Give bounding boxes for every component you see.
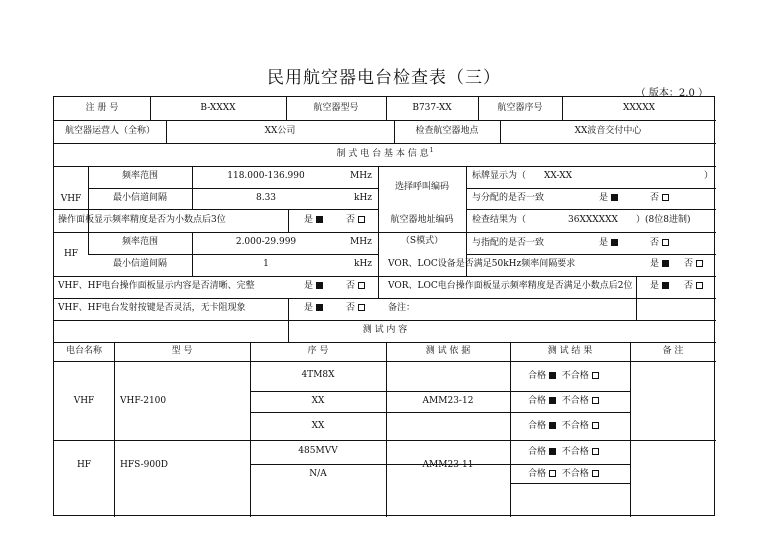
version-label: （ 版本：2.0 ） (635, 88, 708, 99)
result-row-2[interactable]: 合格 不合格 (528, 396, 599, 407)
col-line (250, 342, 251, 517)
result-row-4[interactable]: 合格 不合格 (528, 447, 599, 458)
col-line (286, 97, 287, 120)
panel-clear-yes[interactable]: 是 (304, 281, 323, 292)
col-line (394, 120, 395, 143)
hf-spacing-unit: kHz (354, 259, 373, 269)
row-line (54, 232, 716, 233)
aircraft-serial-value: XXXXX (622, 103, 656, 113)
col-line (88, 166, 89, 254)
unchecked-box[interactable] (549, 470, 556, 477)
aircraft-serial-label: 航空器序号 (497, 103, 543, 113)
col-line (562, 97, 563, 120)
aircraft-type-label: 航空器型号 (313, 103, 359, 113)
checked-box[interactable] (662, 282, 669, 289)
hf-freq-unit: MHz (350, 237, 372, 247)
modes-yes[interactable]: 是 (599, 238, 618, 249)
col-line (478, 97, 479, 120)
col-header-radio: 电台名称 (65, 346, 103, 356)
row-line (250, 412, 630, 413)
row-line (88, 254, 378, 255)
col-line (192, 166, 193, 210)
col-line (166, 120, 167, 143)
registration-value: B-XXXX (200, 103, 236, 113)
col-line (378, 166, 379, 298)
col-line (288, 209, 289, 232)
footnote-mark: 1 (429, 147, 434, 154)
test-serial: XX (311, 396, 325, 406)
row-line (466, 209, 716, 210)
row-line (54, 320, 716, 321)
row-line (54, 209, 378, 210)
modes-result-suffix: ）(8位8进制) (636, 215, 691, 225)
unchecked-box[interactable] (358, 282, 365, 289)
checked-box[interactable] (611, 194, 618, 201)
test-radio-name: VHF (73, 396, 95, 406)
col-header-model: 型 号 (171, 346, 193, 356)
row-line (54, 298, 716, 299)
vhf-label: VHF (60, 194, 82, 204)
vhf-freq-value: 118.000-136.990 (227, 171, 305, 181)
vhf-freq-unit: MHz (350, 171, 372, 181)
test-serial: 4TM8X (301, 370, 335, 380)
vhf-panel-question: 操作面板显示频率精度是否为小数点后3位 (58, 215, 226, 225)
checked-box[interactable] (316, 282, 323, 289)
hf-freq-label: 频率范围 (121, 237, 159, 247)
checked-box[interactable] (316, 304, 323, 311)
aircraft-type-value: B737-XX (412, 103, 452, 113)
section-basic-info: 制 式 电 台 基 本 信 息$^1$ (336, 147, 434, 159)
unchecked-box[interactable] (696, 260, 703, 267)
modes-result-value: 36XXXXXX (568, 215, 618, 225)
vor-panel-no[interactable]: 否 (684, 281, 703, 292)
operator-value: XX公司 (264, 126, 296, 136)
test-serial: 485MVV (298, 446, 338, 456)
test-model: HFS-900D (120, 460, 169, 470)
test-serial: N/A (309, 469, 327, 479)
row-line (88, 188, 378, 189)
selcal-plate-value: XX-XX (544, 171, 573, 181)
row-line (466, 188, 716, 189)
col-line (192, 232, 193, 276)
vhf-panel-no[interactable]: 否 (346, 215, 365, 226)
row-line (54, 166, 716, 167)
modes-match-label: 与指配的是否一致 (472, 238, 545, 248)
remarks-label: 备注： (388, 303, 416, 313)
row-line (54, 440, 716, 441)
unchecked-box[interactable] (592, 422, 599, 429)
test-model: VHF-2100 (120, 396, 167, 406)
vor-50khz-yes[interactable]: 是 (650, 259, 669, 270)
panel-clear-no[interactable]: 否 (346, 281, 365, 292)
panel-clear-question: VHF、HF电台操作面板显示内容是否清晰、完整 (58, 281, 255, 291)
selcal-match-label: 与分配的是否一致 (472, 193, 545, 203)
hf-label: HF (63, 249, 79, 259)
unchecked-box[interactable] (592, 397, 599, 404)
selcal-plate-label: 标牌显示为（ (472, 171, 527, 181)
col-line (114, 342, 115, 517)
registration-label: 注 册 号 (85, 103, 119, 113)
selcal-yes[interactable]: 是 (599, 193, 618, 204)
modes-result-label: 检查结果为（ (472, 215, 527, 225)
row-line (250, 391, 630, 392)
hf-spacing-value: 1 (263, 259, 269, 269)
col-line (386, 342, 387, 517)
unchecked-box[interactable] (662, 239, 669, 246)
checked-box[interactable] (549, 448, 556, 455)
col-header-result: 测 试 结 果 (547, 346, 593, 356)
checked-box[interactable] (549, 372, 556, 379)
selcal-plate-close: ） (704, 171, 714, 181)
modes-label: 航空器地址编码 (390, 215, 454, 225)
vor-50khz-no[interactable]: 否 (684, 259, 703, 270)
row-line (510, 483, 630, 484)
col-line (636, 276, 637, 320)
unchecked-box[interactable] (662, 194, 669, 201)
checked-box[interactable] (611, 239, 618, 246)
test-radio-name: HF (76, 460, 92, 470)
result-row-3[interactable]: 合格 不合格 (528, 421, 599, 432)
unchecked-box[interactable] (592, 448, 599, 455)
col-line (500, 120, 501, 143)
row-line (54, 143, 716, 144)
col-header-serial: 序 号 (307, 346, 329, 356)
row-line (54, 361, 716, 362)
inspection-form (53, 96, 715, 516)
col-line (630, 342, 631, 517)
hf-freq-value: 2.000-29.999 (235, 237, 297, 247)
vhf-spacing-label: 最小信道间隔 (112, 193, 168, 203)
selcal-no[interactable]: 否 (650, 193, 669, 204)
col-line (510, 342, 511, 517)
checked-box[interactable] (662, 260, 669, 267)
test-basis: AMM23-11 (422, 460, 474, 470)
row-line (54, 276, 716, 277)
checked-box[interactable] (316, 216, 323, 223)
vhf-freq-label: 频率范围 (121, 171, 159, 181)
unchecked-box[interactable] (696, 282, 703, 289)
row-line (54, 120, 716, 121)
section-test-content: 测 试 内 容 (362, 325, 408, 335)
vhf-spacing-value: 8.33 (255, 193, 277, 203)
col-header-basis: 测 试 依 据 (425, 346, 471, 356)
modes-no[interactable]: 否 (650, 238, 669, 249)
result-row-5[interactable]: 合格 不合格 (528, 469, 599, 480)
col-line (288, 320, 289, 342)
result-row-1[interactable]: 合格 不合格 (528, 371, 599, 382)
col-line (386, 97, 387, 120)
vor-50khz-question: VOR、LOC设备是否满足50kHz频率间隔要求 (388, 259, 576, 269)
unchecked-box[interactable] (358, 216, 365, 223)
col-header-remarks: 备 注 (662, 346, 684, 356)
vhf-panel-yes[interactable]: 是 (304, 215, 323, 226)
test-basis: AMM23-12 (422, 396, 474, 406)
unchecked-box[interactable] (592, 470, 599, 477)
vor-panel-yes[interactable]: 是 (650, 281, 669, 292)
location-label: 检查航空器地点 (415, 126, 479, 136)
col-line (288, 298, 289, 320)
vhf-spacing-unit: kHz (354, 193, 373, 203)
checked-box[interactable] (549, 397, 556, 404)
col-line (150, 97, 151, 120)
selcal-label: 选择呼叫编码 (394, 182, 450, 192)
unchecked-box[interactable] (592, 372, 599, 379)
location-value: XX波音交付中心 (574, 126, 642, 136)
row-line (466, 254, 716, 255)
hf-spacing-label: 最小信道间隔 (112, 259, 168, 269)
tx-key-yes[interactable]: 是 (304, 303, 323, 314)
tx-key-no[interactable]: 否 (346, 303, 365, 314)
test-serial: XX (311, 421, 325, 431)
row-line (54, 342, 716, 343)
checked-box[interactable] (549, 422, 556, 429)
operator-label: 航空器运营人（全称） (64, 126, 156, 136)
unchecked-box[interactable] (358, 304, 365, 311)
modes-sublabel: （S模式） (400, 236, 444, 246)
vor-panel-question: VOR、LOC电台操作面板显示频率精度是否满足小数点后2位 (388, 281, 633, 291)
tx-key-question: VHF、HF电台发射按键是否灵活，无卡阻现象 (58, 303, 246, 313)
form-title: 民用航空器电台检查表（三） (267, 68, 501, 88)
